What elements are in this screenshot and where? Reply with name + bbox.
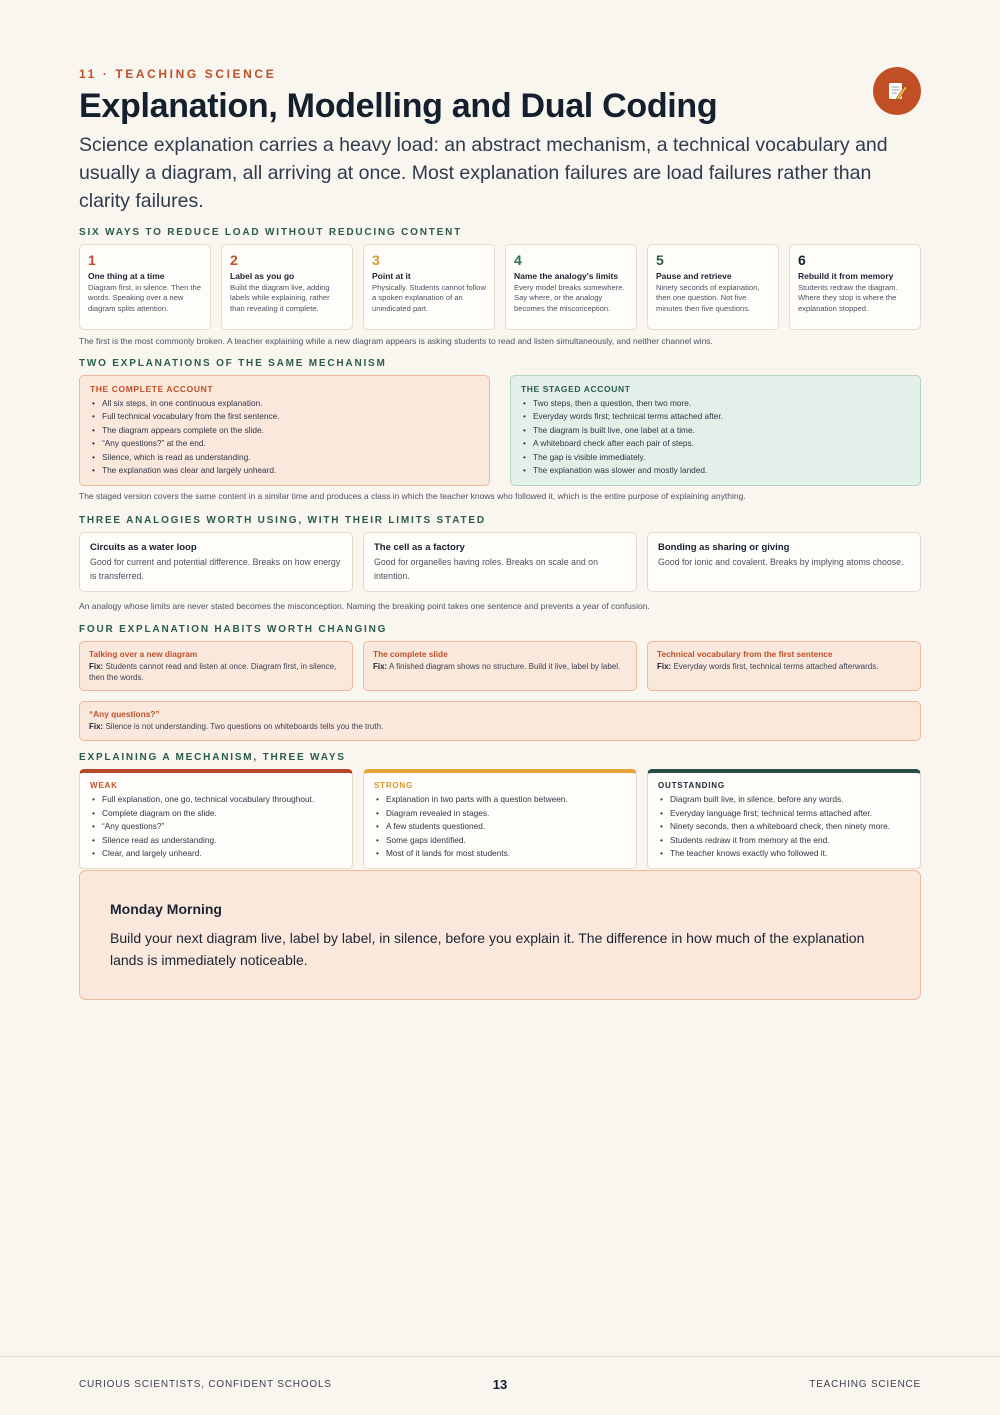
list-item: • The diagram appears complete on the slide. (90, 424, 479, 437)
analogy-card (363, 532, 637, 592)
step-card (647, 244, 779, 330)
step-number: 2 (230, 252, 238, 268)
fix-label: Fix: (89, 722, 104, 731)
list-item: • Explanation in two parts with a question between. (374, 793, 626, 807)
list-item: • “Any questions?” (90, 820, 342, 834)
analogies-note: An analogy whose limits are never stated becomes the misconception. Naming the breaking point takes one sentence and prevents a year of confusion. (79, 601, 650, 611)
step-number: 4 (514, 252, 522, 268)
list-item: • The explanation was slower and mostly landed. (521, 464, 910, 477)
step-card (221, 244, 353, 330)
list-item: • Everyday words first; technical terms attached after. (521, 410, 910, 423)
analogy-title: Bonding as sharing or giving (658, 542, 790, 553)
way-list (374, 793, 626, 861)
fix-text: Students cannot read and listen at once. Diagram first, in silence, then the words. (89, 662, 337, 683)
list-item: • The teacher knows exactly who followed it. (658, 847, 910, 861)
section-heading-six-ways: SIX WAYS TO REDUCE LOAD WITHOUT REDUCING CONTENT (79, 227, 463, 238)
habit-title: Talking over a new diagram (89, 649, 198, 659)
footer-section: TEACHING SCIENCE (809, 1379, 921, 1390)
list-item: • Diagram built live, in silence, before any words. (658, 793, 910, 807)
analogy-text: Good for organelles having roles. Breaks on scale and on intention. (374, 557, 598, 581)
step-title: Label as you go (230, 271, 295, 281)
fix-label: Fix: (89, 662, 104, 671)
step-text: Physically. Students cannot follow a spoken explanation of an unindicated part. (372, 283, 486, 313)
step-title: Point at it (372, 271, 411, 281)
way-list (90, 793, 342, 861)
monday-morning-text: Build your next diagram live, label by label, in silence, before you explain it. The difference in how much of the explanation lands is immediately noticeable. (110, 930, 865, 968)
monday-morning-box (79, 870, 921, 1000)
complete-account-card (79, 375, 490, 486)
list-item: • Complete diagram on the slide. (90, 807, 342, 821)
ways-row (79, 769, 921, 869)
fix-text: Everyday words first, technical terms attached afterwards. (673, 662, 879, 671)
way-list (658, 793, 910, 861)
habit-card (79, 701, 921, 741)
fix-text: A finished diagram shows no structure. Build it live, label by label. (389, 662, 621, 671)
step-card (363, 244, 495, 330)
step-text: Diagram first, in silence. Then the words. Speaking over a new diagram splits attention. (88, 283, 201, 313)
complete-account-title: THE COMPLETE ACCOUNT (90, 384, 214, 394)
analogy-text: Good for current and potential difference. Breaks on how energy is transferred. (90, 557, 341, 581)
steps-grid (79, 244, 921, 330)
intro-paragraph: Science explanation carries a heavy load: an abstract mechanism, a technical vocabulary and usually a diagram, all arriving at once. Most explanation failures are load failures rather than clarity failures. (79, 134, 888, 212)
habits-grid (79, 641, 921, 741)
list-item: • The gap is visible immediately. (521, 451, 910, 464)
step-number: 3 (372, 252, 380, 268)
staged-account-card (510, 375, 921, 486)
way-label: WEAK (90, 781, 118, 790)
step-card (79, 244, 211, 330)
list-item: • Some gaps identified. (374, 834, 626, 848)
list-item: • Students redraw it from memory at the end. (658, 834, 910, 848)
list-item: • Two steps, then a question, then two more. (521, 397, 910, 410)
section-heading-habits: FOUR EXPLANATION HABITS WORTH CHANGING (79, 624, 388, 635)
accounts-note: The staged version covers the same content in a similar time and produces a class in which the teacher knows who followed it, which is the entire purpose of explaining anything. (79, 491, 746, 501)
way-card-weak (79, 769, 353, 869)
list-item: • Most of it lands for most students. (374, 847, 626, 861)
step-title: One thing at a time (88, 271, 165, 281)
step-title: Name the analogy's limits (514, 271, 619, 281)
page-title: Explanation, Modelling and Dual Coding (79, 87, 718, 125)
staged-account-title: THE STAGED ACCOUNT (521, 384, 631, 394)
list-item: • Everyday language first; technical terms attached after. (658, 807, 910, 821)
step-number: 1 (88, 252, 96, 268)
list-item: • “Any questions?” at the end. (90, 437, 479, 450)
analogy-card (79, 532, 353, 592)
habit-card (647, 641, 921, 691)
step-number: 6 (798, 252, 806, 268)
section-heading-three-ways: EXPLAINING A MECHANISM, THREE WAYS (79, 752, 346, 763)
step-title: Pause and retrieve (656, 271, 732, 281)
staged-account-list (521, 397, 910, 477)
analogy-text: Good for ionic and covalent. Breaks by implying atoms choose. (658, 557, 904, 567)
list-item: • The diagram is built live, one label at a time. (521, 424, 910, 437)
step-number: 5 (656, 252, 664, 268)
habit-title: The complete slide (373, 649, 448, 659)
habit-fix (89, 721, 911, 732)
way-label: OUTSTANDING (658, 781, 725, 790)
list-item: • Full explanation, one go, technical vocabulary throughout. (90, 793, 342, 807)
list-item: • A whiteboard check after each pair of steps. (521, 437, 910, 450)
step-title: Rebuild it from memory (798, 271, 894, 281)
list-item: • Clear, and largely unheard. (90, 847, 342, 861)
complete-account-list (90, 397, 479, 477)
monday-morning-title: Monday Morning (110, 901, 222, 917)
analogy-title: Circuits as a water loop (90, 542, 197, 553)
list-item: • Full technical vocabulary from the first sentence. (90, 410, 479, 423)
habit-title: “Any questions?” (89, 709, 160, 719)
step-card (505, 244, 637, 330)
accounts-row (79, 375, 921, 486)
steps-note: The first is the most commonly broken. A teacher explaining while a new diagram appears is asking students to read and listen simultaneously, and neither channel wins. (79, 336, 713, 346)
list-item: • Silence, which is read as understanding. (90, 451, 479, 464)
chapter-kicker: 11 · TEACHING SCIENCE (79, 67, 277, 81)
list-item: • All six steps, in one continuous explanation. (90, 397, 479, 410)
analogies-row (79, 532, 921, 592)
footer-divider (0, 1356, 1000, 1357)
habit-card (79, 641, 353, 691)
habit-fix (89, 661, 343, 684)
fix-label: Fix: (657, 662, 672, 671)
way-card-strong (363, 769, 637, 869)
way-label: STRONG (374, 781, 414, 790)
way-card-outstanding (647, 769, 921, 869)
list-item: • The explanation was clear and largely unheard. (90, 464, 479, 477)
step-text: Ninety seconds of explanation, then one question. Not five minutes then five questions. (656, 283, 760, 313)
habit-fix (657, 661, 911, 672)
fix-label: Fix: (373, 662, 388, 671)
fix-text: Silence is not understanding. Two questions on whiteboards tells you the truth. (105, 722, 384, 731)
list-item: • Silence read as understanding. (90, 834, 342, 848)
list-item: • Diagram revealed in stages. (374, 807, 626, 821)
habit-title: Technical vocabulary from the first sentence (657, 649, 833, 659)
memo-pencil-icon (873, 67, 921, 115)
list-item: • A few students questioned. (374, 820, 626, 834)
step-text: Students redraw the diagram. Where they stop is where the explanation stopped. (798, 283, 898, 313)
habit-card (363, 641, 637, 691)
list-item: • Ninety seconds, then a whiteboard check, then ninety more. (658, 820, 910, 834)
analogy-card (647, 532, 921, 592)
footer-publication: CURIOUS SCIENTISTS, CONFIDENT SCHOOLS (79, 1379, 332, 1390)
habit-fix (373, 661, 627, 672)
page-number: 13 (492, 1377, 508, 1392)
step-card (789, 244, 921, 330)
step-text: Build the diagram live, adding labels while explaining, rather than revealing it complete. (230, 283, 330, 313)
section-heading-analogies: THREE ANALOGIES WORTH USING, WITH THEIR LIMITS STATED (79, 515, 486, 526)
step-text: Every model breaks somewhere. Say where, or the analogy becomes the misconception. (514, 283, 625, 313)
analogy-title: The cell as a factory (374, 542, 465, 553)
section-heading-two-explanations: TWO EXPLANATIONS OF THE SAME MECHANISM (79, 358, 387, 369)
